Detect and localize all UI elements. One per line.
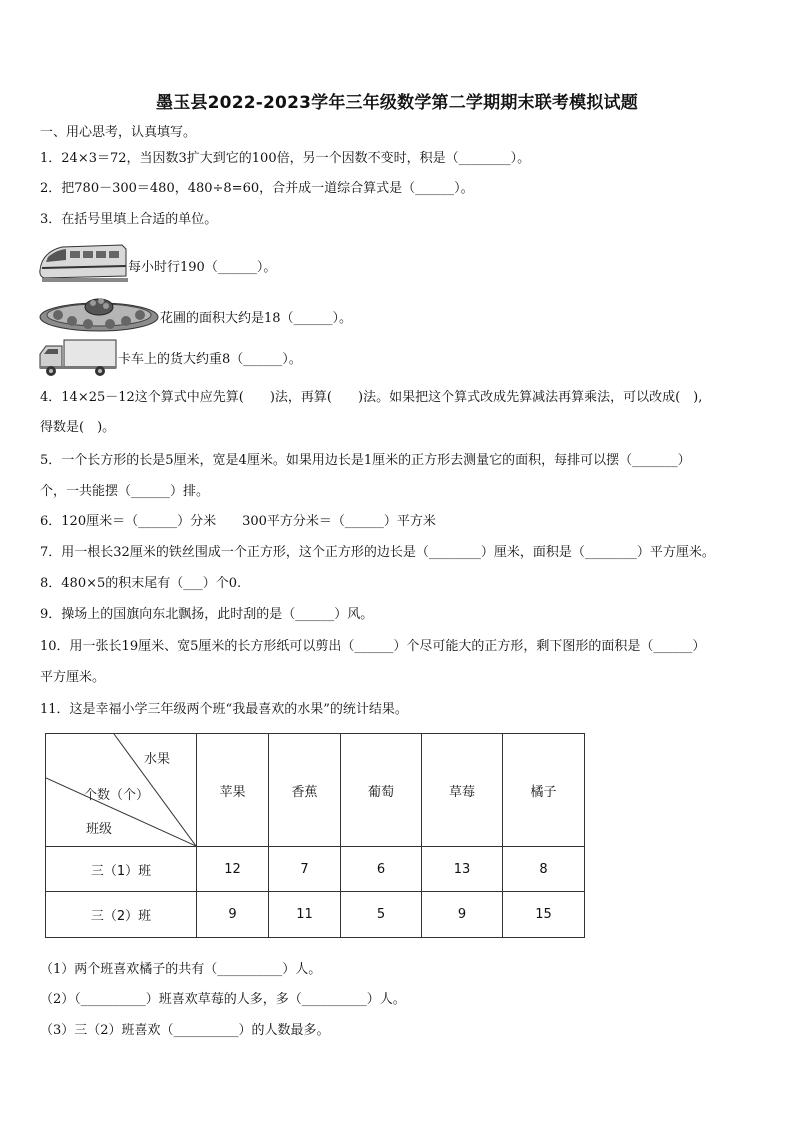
question-6: 6．120厘米＝（______）分米 300平方分米＝（______）平方米: [40, 514, 436, 529]
header-grape: 葡萄: [341, 734, 422, 847]
flower-bed-image: [38, 293, 160, 333]
table-corner-cell: [46, 734, 197, 847]
sub-question-1: （1）两个班喜欢橘子的共有（__________）人。: [40, 962, 322, 977]
train-image: [38, 240, 128, 286]
header-orange: 橘子: [503, 734, 585, 847]
question-3c: 卡车上的货大约重8（______）。: [118, 352, 302, 367]
truck-image: [38, 336, 118, 378]
question-3b: 花圃的面积大约是18（______）。: [160, 311, 353, 326]
question-5-line-2: 个，一共能摆（______）排。: [40, 484, 210, 499]
table-cell: 12: [197, 847, 269, 892]
table-header-row: [46, 734, 585, 847]
question-10-line-2: 平方厘米。: [40, 670, 106, 685]
question-11: 11．这是幸福小学三年级两个班“我最喜欢的水果”的统计结果。: [40, 702, 408, 717]
question-3: 3．在括号里填上合适的单位。: [40, 212, 218, 227]
corner-label-count: 个数（个）: [84, 788, 150, 803]
question-4-line-2: 得数是( )。: [40, 420, 116, 435]
table-cell: 15: [503, 892, 585, 938]
question-7: 7．用一根长32厘米的铁丝围成一个正方形，这个正方形的边长是（________）厘米，面积是（________）平方厘米。: [40, 545, 715, 560]
header-apple: 苹果: [197, 734, 269, 847]
table-cell: 9: [422, 892, 503, 938]
table-cell: 5: [341, 892, 422, 938]
corner-label-class: 班级: [86, 822, 113, 837]
question-5-line-1: 5．一个长方形的长是5厘米，宽是4厘米。如果用边长是1厘米的正方形去测量它的面积，每排可以摆（_______）: [40, 453, 691, 468]
table-row: [46, 892, 585, 938]
header-strawberry: 草莓: [422, 734, 503, 847]
question-4-line-1: 4．14×25－12这个算式中应先算( )法，再算( )法。如果把这个算式改成先算减法再算乘法，可以改成( ),: [40, 390, 703, 405]
table-cell: 11: [269, 892, 341, 938]
sub-question-2: （2）（__________）班喜欢草莓的人多，多（__________）人。: [40, 992, 406, 1007]
table-cell: 6: [341, 847, 422, 892]
table-cell: 8: [503, 847, 585, 892]
page-title: 墨玉县2022-2023学年三年级数学第二学期期末联考模拟试题: [156, 93, 638, 113]
row-class-label: 三（2）班: [46, 892, 197, 938]
question-8: 8．480×5的积末尾有（___）个0.: [40, 576, 242, 591]
table-row: [46, 847, 585, 892]
row-class-label: 三（1）班: [46, 847, 197, 892]
sub-question-3: （3）三（2）班喜欢（__________）的人数最多。: [40, 1023, 330, 1038]
question-1: 1．24×3＝72，当因数3扩大到它的100倍，另一个因数不变时，积是（________）。: [40, 151, 531, 166]
section-heading: 一、用心思考，认真填写。: [40, 125, 197, 140]
table-cell: 9: [197, 892, 269, 938]
corner-label-fruit: 水果: [144, 752, 171, 767]
question-3a: 每小时行190（______）。: [128, 260, 277, 275]
question-10-line-1: 10．用一张长19厘米、宽5厘米的长方形纸可以剪出（______）个尽可能大的正方形，剩下图形的面积是（______）: [40, 639, 706, 654]
table-cell: 13: [422, 847, 503, 892]
table-cell: 7: [269, 847, 341, 892]
fruit-statistics-table: [45, 733, 585, 938]
header-banana: 香蕉: [269, 734, 341, 847]
question-2: 2．把780－300＝480，480÷8=60，合并成一道综合算式是（______）。: [40, 181, 474, 196]
question-9: 9．操场上的国旗向东北飘扬，此时刮的是（______）风。: [40, 607, 374, 622]
